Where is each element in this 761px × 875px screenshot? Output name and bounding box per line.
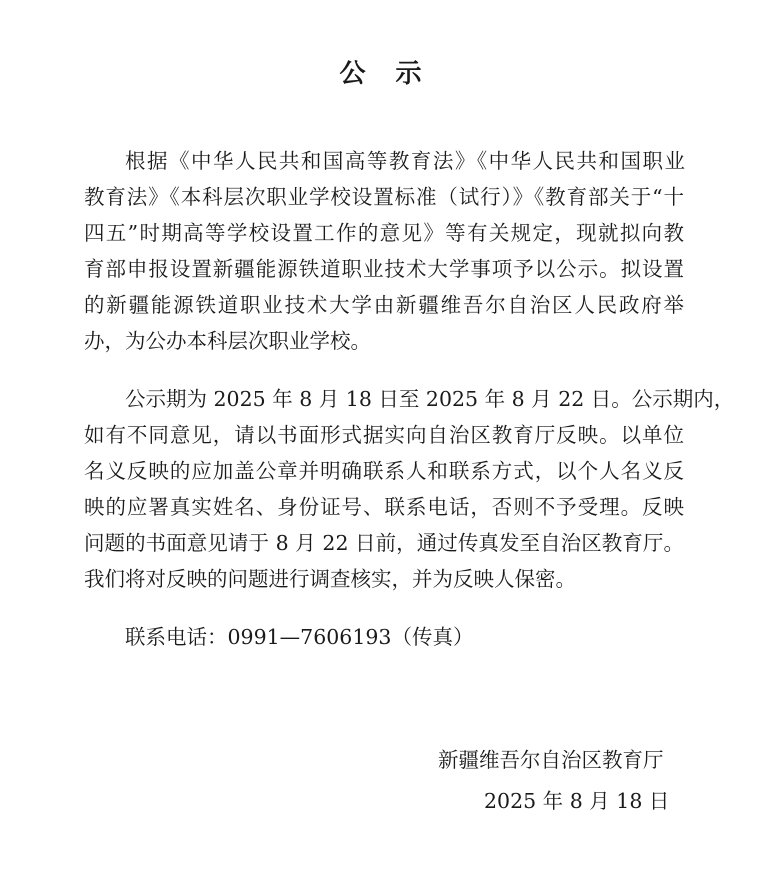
paragraph-2-line-5: 问题的书面意见请于 8 月 22 日前，通过传真发至自治区教育厅。 [84,531,684,555]
notice-title: 公示 [339,59,452,89]
signature-organization: 新疆维吾尔自治区教育厅 [438,748,664,772]
paragraph-1-line-6: 办，为公办本科层次职业学校。 [84,329,371,353]
paragraph-2-line-1: 公示期为 2025 年 8 月 18 日至 2025 年 8 月 22 日。公示期内， [125,387,735,411]
paragraph-2-line-3: 名义反映的应加盖公章并明确联系人和联系方式，以个人名义反 [84,459,684,483]
paragraph-2-line-4: 映的应署真实姓名、身份证号、联系电话，否则不予受理。反映 [84,495,684,519]
paragraph-2-line-2: 如有不同意见，请以书面形式据实向自治区教育厅反映。以单位 [84,423,684,447]
paragraph-1-line-2: 教育法》《本科层次职业学校设置标准（试行）》《教育部关于“十 [84,185,684,209]
paragraph-1-line-5: 的新疆能源铁道职业技术大学由新疆维吾尔自治区人民政府举 [84,293,684,317]
contact-phone: 联系电话：0991—7606193（传真） [125,625,474,649]
paragraph-2-line-6: 我们将对反映的问题进行调查核实，并为反映人保密。 [84,567,576,591]
paragraph-1-line-1: 根据《中华人民共和国高等教育法》《中华人民共和国职业 [125,149,685,173]
paragraph-1-line-4: 育部申报设置新疆能源铁道职业技术大学事项予以公示。拟设置 [84,257,684,281]
signature-date: 2025 年 8 月 18 日 [484,789,670,813]
paragraph-1-line-3: 四五”时期高等学校设置工作的意见》等有关规定，现就拟向教 [84,221,684,245]
